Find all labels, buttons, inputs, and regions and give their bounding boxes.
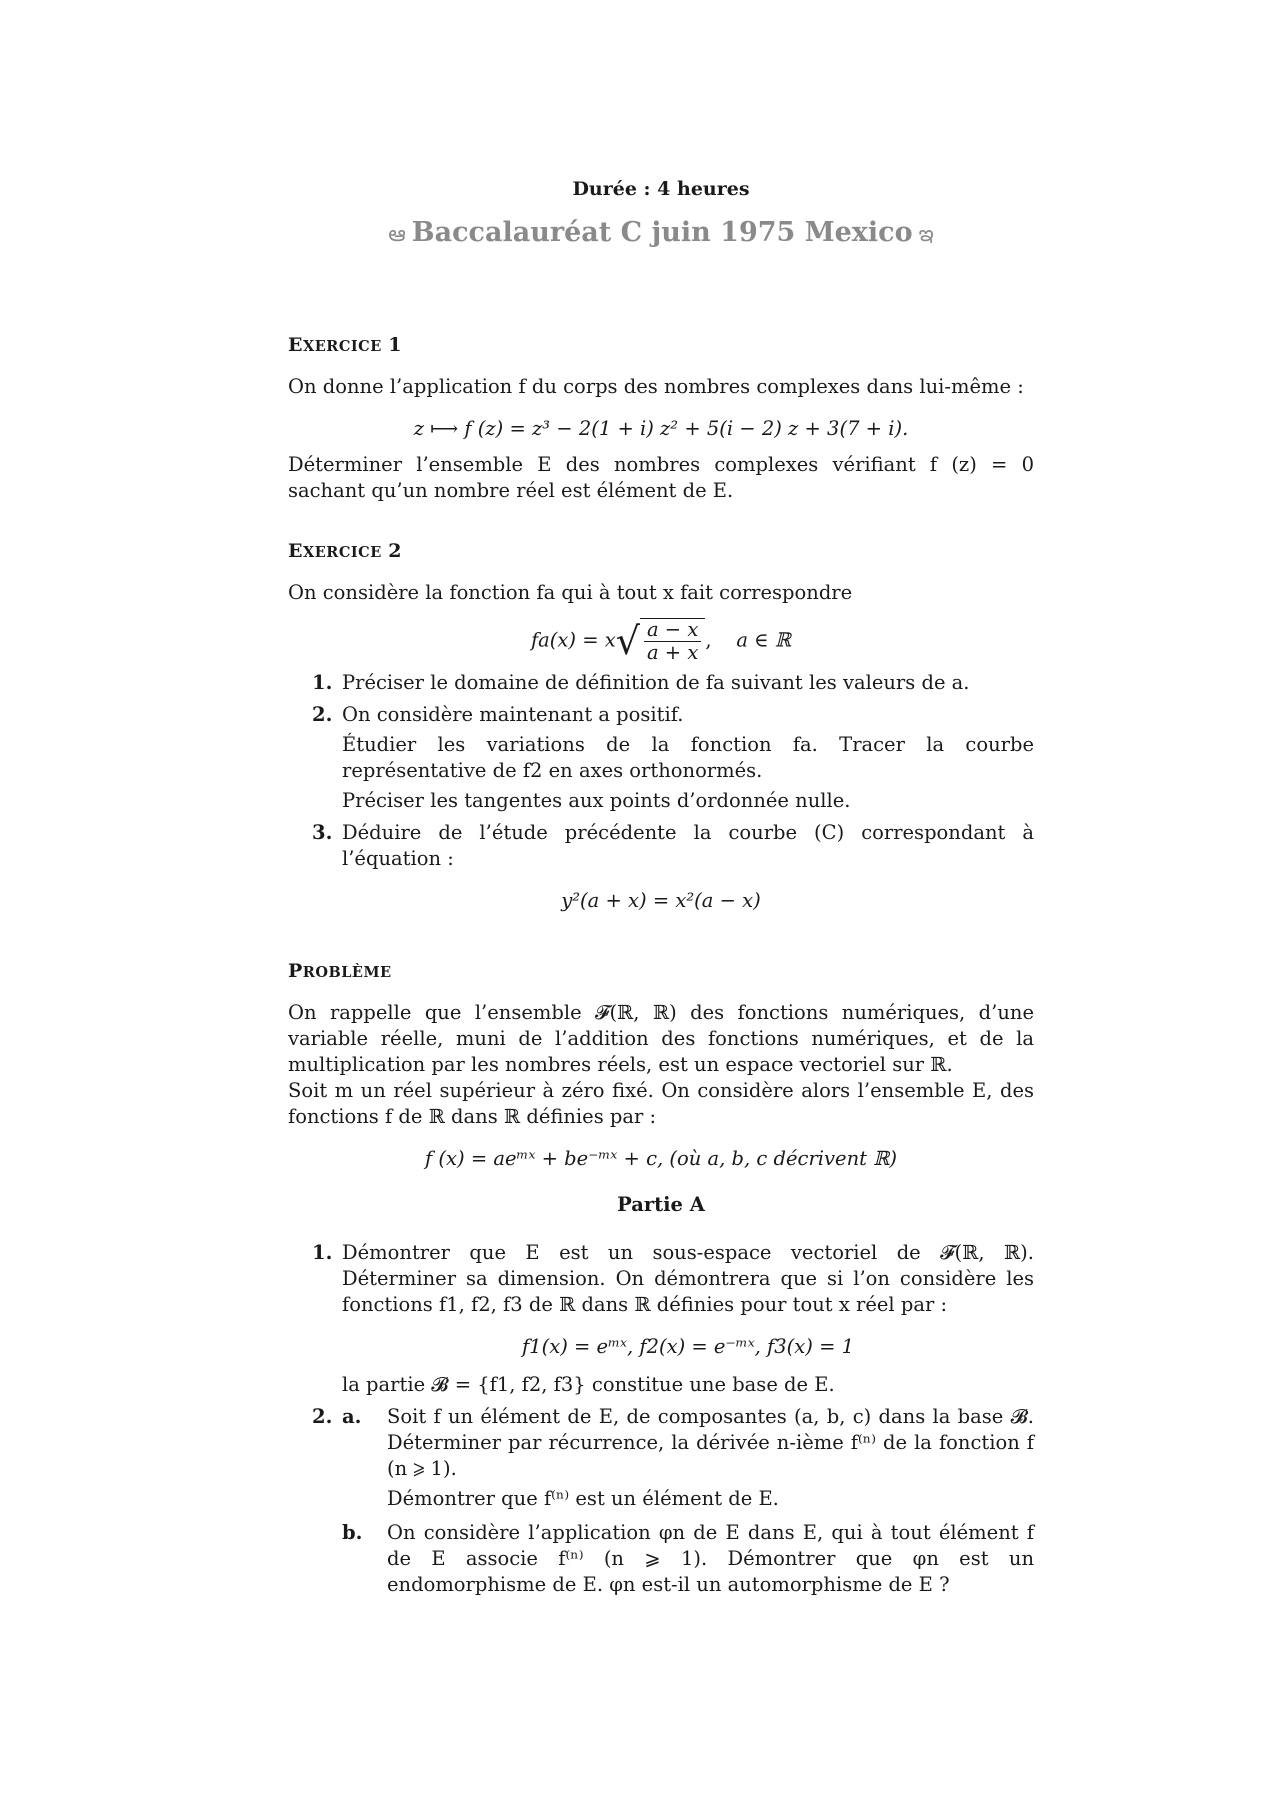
- duration-line: Durée : 4 heures: [572, 178, 750, 200]
- exercise-2-intro: On considère la fonction fa qui à tout x fait correspondre: [288, 581, 853, 604]
- probleme-heading: PROBLÈME: [288, 960, 392, 982]
- question-1: 1. Préciser le domaine de définition de fa suivant les valeurs de a.: [312, 671, 970, 694]
- exercise-1-heading: EXERCICE 1: [288, 334, 402, 356]
- probleme-intro: On rappelle que l’ensemble 𝓕(ℝ, ℝ) des fonctions numériques, d’une variable réelle, muni de l’addition des fonctions numériques, et de la multiplication par les nombres réels, est un espace vectoriel sur ℝ.: [288, 1001, 1034, 1076]
- exercise-2-heading: EXERCICE 2: [288, 540, 402, 562]
- question-3: 3. Déduire de l’étude précédente la courbe (C) correspondant à l’équation :: [312, 821, 1034, 870]
- curve-equation: y²(a + x) = x²(a − x): [561, 889, 761, 912]
- partie-a-questions: [288, 1240, 1034, 1598]
- question-2a: a. Soit f un élément de E, de composantes (a, b, c) dans la base 𝓑. Déterminer par récurrence, la dérivée n-ième f⁽ⁿ⁾ de la fonction f (n ⩾ 1). Démontrer que f⁽ⁿ⁾ est un élément de E.: [342, 1405, 1034, 1510]
- exercise-1-formula: z ⟼ f (z) = z³ − 2(1 + i) z² + 5(i − 2) z + 3(7 + i).: [413, 417, 909, 440]
- exercise-2-formula: fa(x) = x√ $\frac{a - x}{a + x}$ , a ∈ ℝ: [530, 618, 792, 664]
- basis-functions: f1(x) = eᵐˣ, f2(x) = e⁻ᵐˣ, f3(x) = 1: [521, 1335, 855, 1358]
- partie-a-heading: Partie A: [617, 1193, 705, 1216]
- question-2: 2. On considère maintenant a positif. Étudier les variations de la fonction fa. Tracer la courbe représentative de f2 en axes orthonormés. Préciser les tangentes aux points d’ordonnée nulle.: [312, 703, 1034, 812]
- title-text: Baccalauréat C juin 1975 Mexico: [411, 217, 913, 248]
- exercise-2-questions: [288, 670, 1034, 872]
- question-2b: b. On considère l’application φn de E dans E, qui à tout élément f de E associe f⁽ⁿ⁾ (n ⩾ 1). Démontrer que φn est un endomorphisme de E. φn est-il un automorphisme de E ?: [342, 1521, 1034, 1596]
- partie-a-question-2: 2. a. Soit f un élément de E, de composantes (a, b, c) dans la base 𝓑. Déterminer par récurrence, la dérivée n-ième f⁽ⁿ⁾ de la fonction f (n ⩾ 1). Démontrer que f⁽ⁿ⁾ est un élément de E. b. On considère l’application φn de E dans E, qui à tout élément f de E associe f⁽ⁿ⁾ (n ⩾ 1). Démontrer que φn est un endomorphisme de E. φn est-il un automorphisme de E ?: [312, 1405, 1034, 1596]
- ornament-right-icon: ఇ: [918, 222, 934, 247]
- ornament-left-icon: ఆ: [388, 222, 406, 247]
- probleme-formula: f (x) = aeᵐˣ + be⁻ᵐˣ + c, (où a, b, c décrivent ℝ): [425, 1147, 897, 1170]
- partie-a-question-1: 1. Démontrer que E est un sous-espace vectoriel de 𝓕(ℝ, ℝ). Déterminer sa dimension. On démontrera que si l’on considère les fonctions f1, f2, f3 de ℝ dans ℝ définies pour tout x réel par : f1(x) = eᵐˣ, f2(x) = e⁻ᵐˣ, f3(x) = 1 la partie 𝓑 = {f1, f2, f3} constitue une base de E.: [312, 1241, 1034, 1396]
- exercise-1-intro: On donne l’application f du corps des nombres complexes dans lui-même :: [288, 375, 1024, 398]
- sqrt-icon: √: [615, 619, 640, 663]
- question-2-parts: [342, 1404, 1034, 1598]
- exam-title: [288, 217, 1034, 248]
- exercise-1-text: Déterminer l’ensemble E des nombres complexes vérifiant f (z) = 0 sachant qu’un nombre réel est élément de E.: [288, 453, 1034, 502]
- probleme-intro-2: Soit m un réel supérieur à zéro fixé. On considère alors l’ensemble E, des fonctions f de ℝ dans ℝ définies par :: [288, 1079, 1034, 1128]
- page: [288, 176, 1034, 1606]
